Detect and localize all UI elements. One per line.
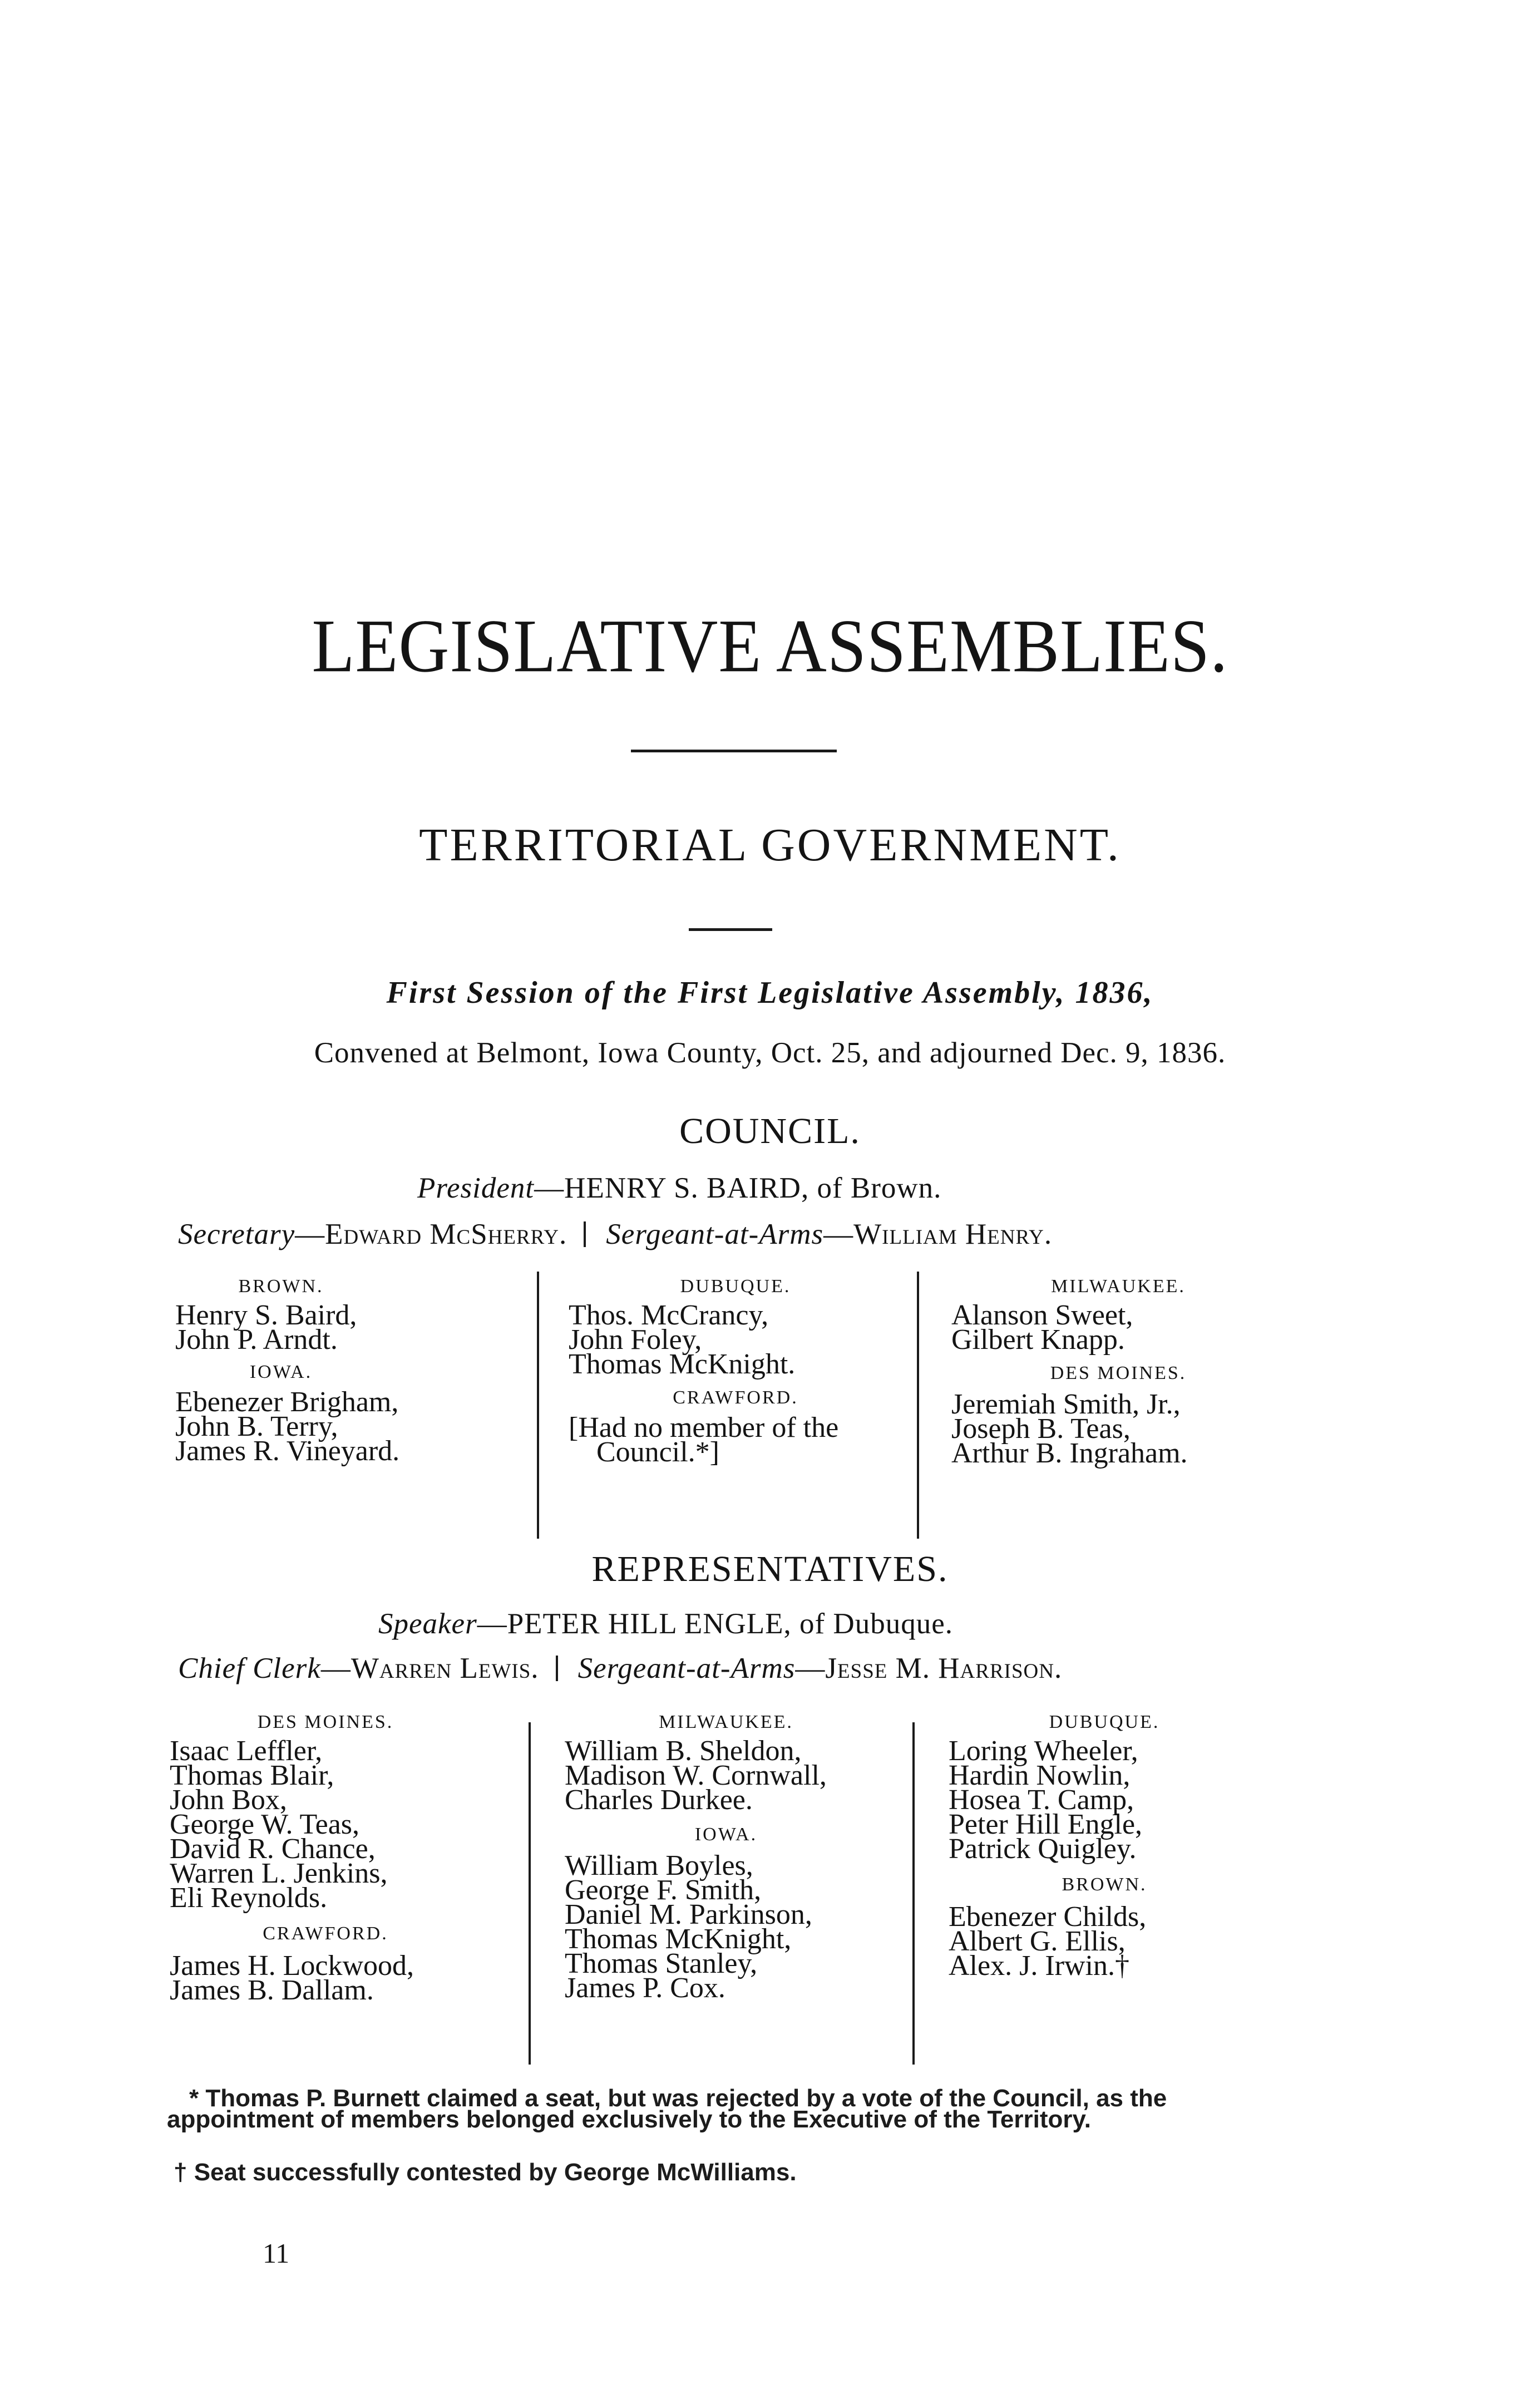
member-name: Arthur B. Ingraham. bbox=[951, 1437, 1188, 1469]
member-name: Charles Durkee. bbox=[565, 1784, 753, 1816]
county-crawford: CRAWFORD. bbox=[673, 1387, 798, 1408]
column-divider bbox=[529, 1722, 531, 2065]
member-name: William B. Sheldon, bbox=[565, 1735, 802, 1767]
footnote-dagger: † Seat successfully contested by George McWilliams. bbox=[174, 2159, 797, 2186]
member-name: John P. Arndt. bbox=[175, 1324, 338, 1356]
representatives-officers-line bbox=[178, 1652, 1062, 1685]
sergeant-name: —Jesse M. Harrison. bbox=[795, 1652, 1063, 1684]
representatives-column-2 bbox=[565, 1711, 921, 2004]
member-name: James P. Cox. bbox=[565, 1972, 725, 2004]
member-name: Joseph B. Teas, bbox=[951, 1413, 1131, 1445]
member-name: Thomas Stanley, bbox=[565, 1948, 758, 1979]
county-iowa: IOWA. bbox=[249, 1362, 313, 1382]
county-des-moines: DES MOINES. bbox=[1050, 1363, 1187, 1383]
member-name: Thomas McKnight. bbox=[569, 1348, 796, 1380]
officer-separator bbox=[556, 1656, 558, 1681]
member-name: Patrick Quigley. bbox=[949, 1833, 1137, 1865]
member-name: John Box, bbox=[170, 1784, 287, 1816]
member-name: George W. Teas, bbox=[170, 1809, 360, 1840]
member-name: Daniel M. Parkinson, bbox=[565, 1899, 812, 1930]
county-milwaukee: MILWAUKEE. bbox=[659, 1712, 793, 1732]
subtitle-rule bbox=[689, 928, 772, 931]
council-officers-line bbox=[178, 1218, 1052, 1251]
member-name: James R. Vineyard. bbox=[175, 1435, 400, 1467]
page-number: 11 bbox=[263, 2238, 290, 2269]
member-name: Albert G. Ellis, bbox=[949, 1925, 1126, 1957]
member-name: Warren L. Jenkins, bbox=[170, 1858, 388, 1889]
column-divider bbox=[917, 1272, 919, 1539]
member-name: Loring Wheeler, bbox=[949, 1735, 1138, 1767]
member-name: Alanson Sweet, bbox=[951, 1299, 1133, 1331]
member-name: David R. Chance, bbox=[170, 1833, 376, 1865]
sergeant-name: —William Henry. bbox=[823, 1218, 1053, 1250]
member-name: James B. Dallam. bbox=[170, 1974, 374, 2006]
member-name: Gilbert Knapp. bbox=[951, 1324, 1125, 1356]
secretary-title: Secretary bbox=[178, 1218, 295, 1250]
county-brown: BROWN. bbox=[238, 1276, 324, 1297]
convened-line: Convened at Belmont, Iowa County, Oct. 25, and adjourned Dec. 9, 1836. bbox=[314, 1037, 1226, 1069]
session-heading: First Session of the First Legislative Assembly, 1836, bbox=[386, 976, 1154, 1010]
member-name: Henry S. Baird, bbox=[175, 1299, 357, 1331]
county-dubuque: DUBUQUE. bbox=[680, 1276, 791, 1297]
page-title: LEGISLATIVE ASSEMBLIES. bbox=[312, 604, 1228, 688]
column-divider bbox=[912, 1722, 915, 2065]
footnote-star: * Thomas P. Burnett claimed a seat, but was rejected by a vote of the Council, as the appointment of members belonged exclusively to the Executive of the Territory. bbox=[167, 2085, 1167, 2133]
speaker-line bbox=[378, 1607, 953, 1641]
member-name: Jeremiah Smith, Jr., bbox=[951, 1388, 1181, 1420]
representatives-column-1 bbox=[170, 1711, 526, 2006]
sergeant-title: Sergeant-at-Arms bbox=[578, 1652, 796, 1684]
member-name: Ebenezer Childs, bbox=[949, 1901, 1147, 1933]
sergeant-title: Sergeant-at-Arms bbox=[606, 1218, 824, 1250]
officer-separator bbox=[584, 1221, 586, 1247]
representatives-heading: REPRESENTATIVES. bbox=[591, 1549, 949, 1589]
county-milwaukee: MILWAUKEE. bbox=[1051, 1276, 1186, 1297]
council-column-3 bbox=[951, 1275, 1307, 1469]
member-name: Thomas Blair, bbox=[170, 1760, 334, 1791]
county-dubuque: DUBUQUE. bbox=[1049, 1712, 1160, 1732]
president-title: President bbox=[417, 1172, 535, 1204]
member-name: Thos. McCrancy, bbox=[569, 1299, 769, 1331]
secretary-name: —Edward McSherry. bbox=[295, 1218, 567, 1250]
member-name: Ebenezer Brigham, bbox=[175, 1386, 399, 1418]
clerk-title: Chief Clerk bbox=[178, 1652, 321, 1684]
member-name: Eli Reynolds. bbox=[170, 1882, 328, 1914]
title-rule bbox=[631, 750, 837, 752]
column-divider bbox=[537, 1272, 539, 1539]
county-crawford: CRAWFORD. bbox=[263, 1923, 388, 1944]
member-name: John Foley, bbox=[569, 1324, 702, 1356]
council-president-line bbox=[417, 1171, 941, 1205]
member-name: [Had no member of the bbox=[569, 1412, 839, 1444]
county-des-moines: DES MOINES. bbox=[257, 1712, 394, 1732]
clerk-name: —Warren Lewis. bbox=[320, 1652, 539, 1684]
member-name: Thomas McKnight, bbox=[565, 1923, 792, 1955]
member-name: James H. Lockwood, bbox=[170, 1950, 414, 1982]
member-name: William Boyles, bbox=[565, 1850, 753, 1881]
speaker-name: —PETER HILL ENGLE, of Dubuque. bbox=[477, 1608, 953, 1640]
county-iowa: IOWA. bbox=[694, 1824, 758, 1845]
president-name: —HENRY S. BAIRD, of Brown. bbox=[534, 1172, 942, 1204]
speaker-title: Speaker bbox=[378, 1608, 477, 1640]
member-name: Peter Hill Engle, bbox=[949, 1809, 1143, 1840]
member-name: Madison W. Cornwall, bbox=[565, 1760, 827, 1791]
council-heading: COUNCIL. bbox=[679, 1111, 861, 1151]
representatives-column-3 bbox=[949, 1711, 1305, 1982]
member-name: Council.*] bbox=[596, 1436, 719, 1468]
council-column-2 bbox=[569, 1275, 925, 1468]
county-brown: BROWN. bbox=[1062, 1874, 1147, 1895]
member-name: John B. Terry, bbox=[175, 1411, 338, 1442]
section-subtitle: TERRITORIAL GOVERNMENT. bbox=[419, 819, 1121, 871]
member-name: Isaac Leffler, bbox=[170, 1735, 323, 1767]
member-name: Alex. J. Irwin.† bbox=[949, 1950, 1129, 1982]
member-name: George F. Smith, bbox=[565, 1874, 762, 1906]
council-column-1 bbox=[175, 1275, 509, 1467]
member-name: Hardin Nowlin, bbox=[949, 1760, 1131, 1791]
member-name: Hosea T. Camp, bbox=[949, 1784, 1134, 1816]
